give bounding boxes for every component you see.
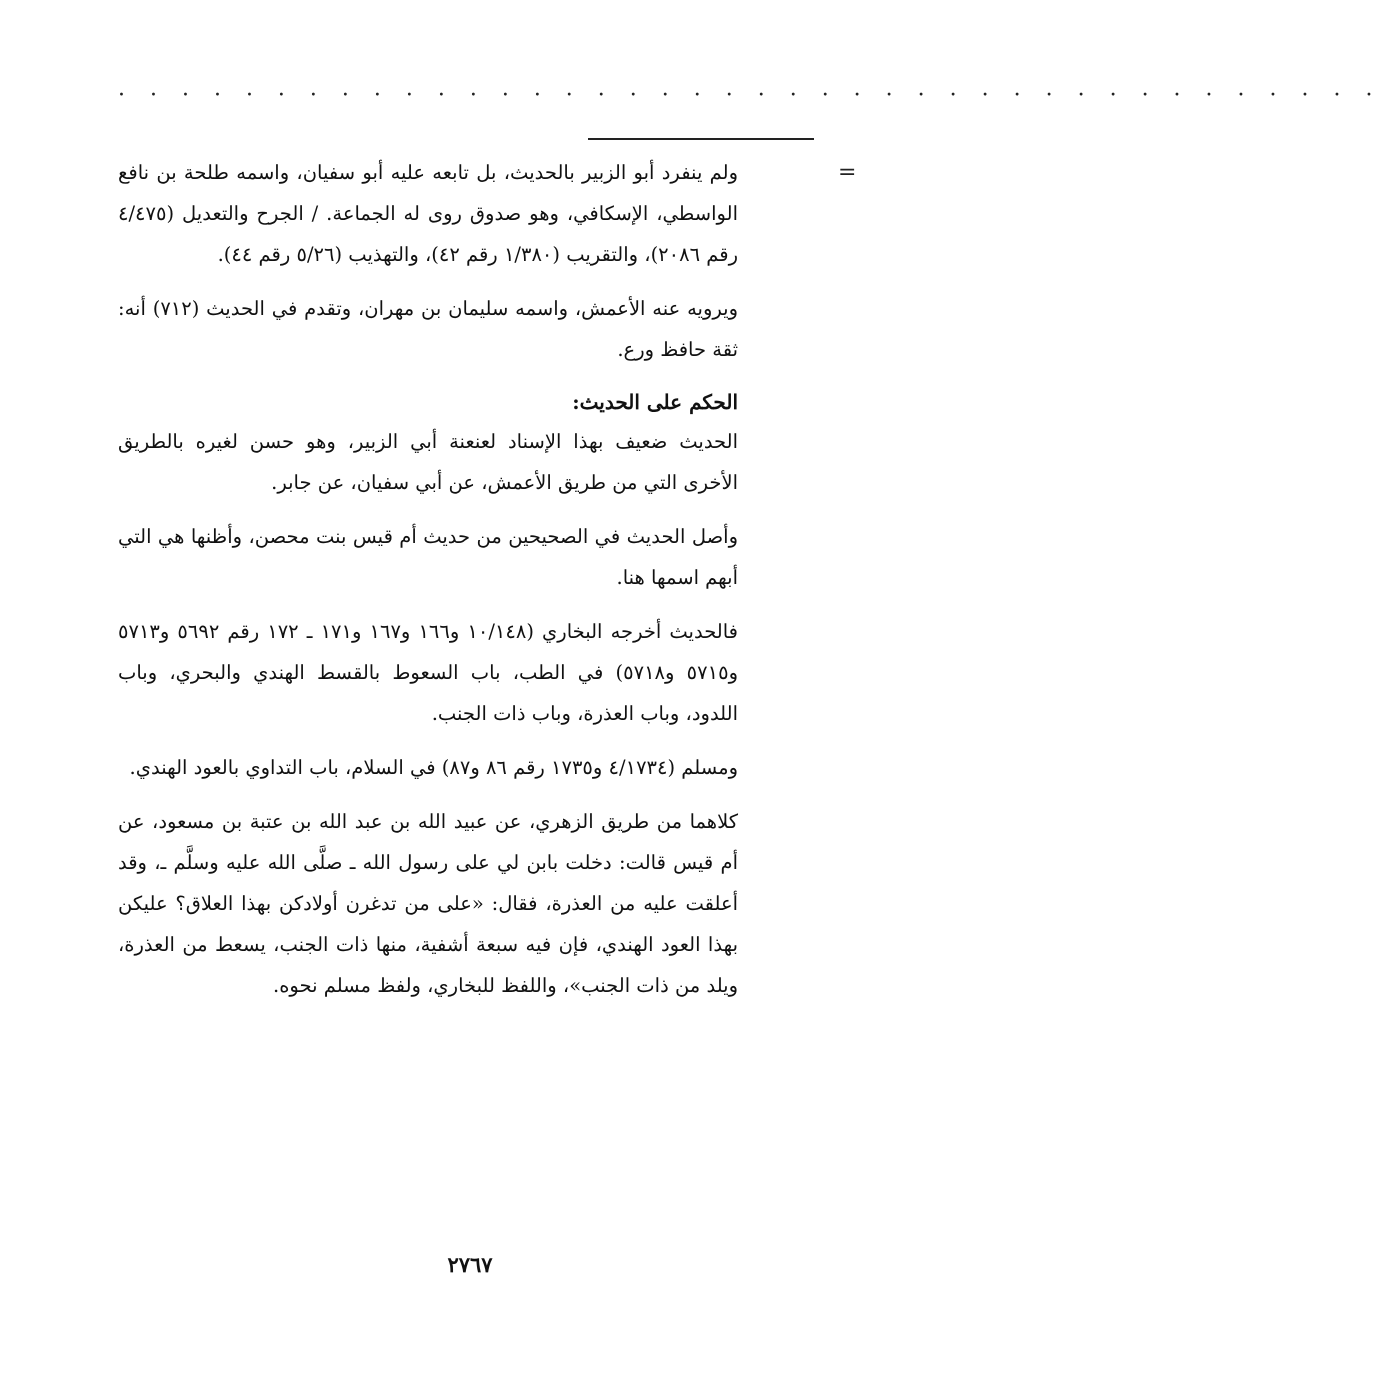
ruling-paragraph: ومسلم (٤/١٧٣٤ و١٧٣٥ رقم ٨٦ و٨٧) في السلام، باب التداوي بالعود الهندي. (129, 756, 738, 779)
footnote-rule (588, 138, 814, 140)
narrator-note-paragraph: ولم ينفرد أبو الزبير بالحديث، بل تابعه عليه أبو سفيان، واسمه طلحة بن نافع الواسطي، الإسكافي، وهو صدوق روى له الجماعة. / الجرح والتعديل (٤/٤٧٥ رقم ٢٠٨٦)، والتقريب (١/٣٨٠ رقم ٤٢)، والتهذيب (٥/٢٦ رقم ٤٤). (118, 161, 738, 266)
page-body (118, 152, 738, 1019)
continuation-mark: = (838, 160, 857, 185)
header-dots-separator: · · · · · · · · · · · · · · · · · · · · · · · · · · · · · · · · · · · · · · · · (118, 83, 1381, 108)
ruling-paragraph: كلاهما من طريق الزهري، عن عبيد الله بن عبد الله بن عتبة بن مسعود، عن أم قيس قالت: دخلت بابن لي على رسول الله ـ صلَّى الله عليه وسلَّم ـ، وقد أعلقت عليه من العذرة، فقال: «على من تدغرن أولادكن بهذا العلاق؟ عليكن بهذا العود الهندي، فإن فيه سبعة أشفية، منها ذات الجنب، يسعط من العذرة، ويلد من ذات الجنب»، واللفظ للبخاري، ولفظ مسلم نحوه. (118, 810, 738, 997)
page-number: ٢٧٦٧ (447, 1252, 493, 1277)
ruling-paragraph: الحديث ضعيف بهذا الإسناد لعنعنة أبي الزبير، وهو حسن لغيره بالطريق الأخرى التي من طريق الأعمش، عن أبي سفيان، عن جابر. (118, 430, 738, 494)
ruling-paragraph: وأصل الحديث في الصحيحين من حديث أم قيس بنت محصن، وأظنها هي التي أبهم اسمها هنا. (118, 525, 738, 589)
narrator-note-paragraph: ويرويه عنه الأعمش، واسمه سليمان بن مهران، وتقدم في الحديث (٧١٢) أنه: ثقة حافظ ورع. (118, 297, 739, 361)
ruling-paragraph: فالحديث أخرجه البخاري (١٠/١٤٨ و١٦٦ و١٦٧ و١٧١ ـ ١٧٢ رقم ٥٦٩٢ و٥٧١٣ و٥٧١٥ و٥٧١٨) في الطب، باب السعوط بالقسط الهندي والبحري، وباب اللدود، وباب العذرة، وباب ذات الجنب. (118, 620, 738, 725)
ruling-heading: الحكم على الحديث: (572, 390, 738, 414)
